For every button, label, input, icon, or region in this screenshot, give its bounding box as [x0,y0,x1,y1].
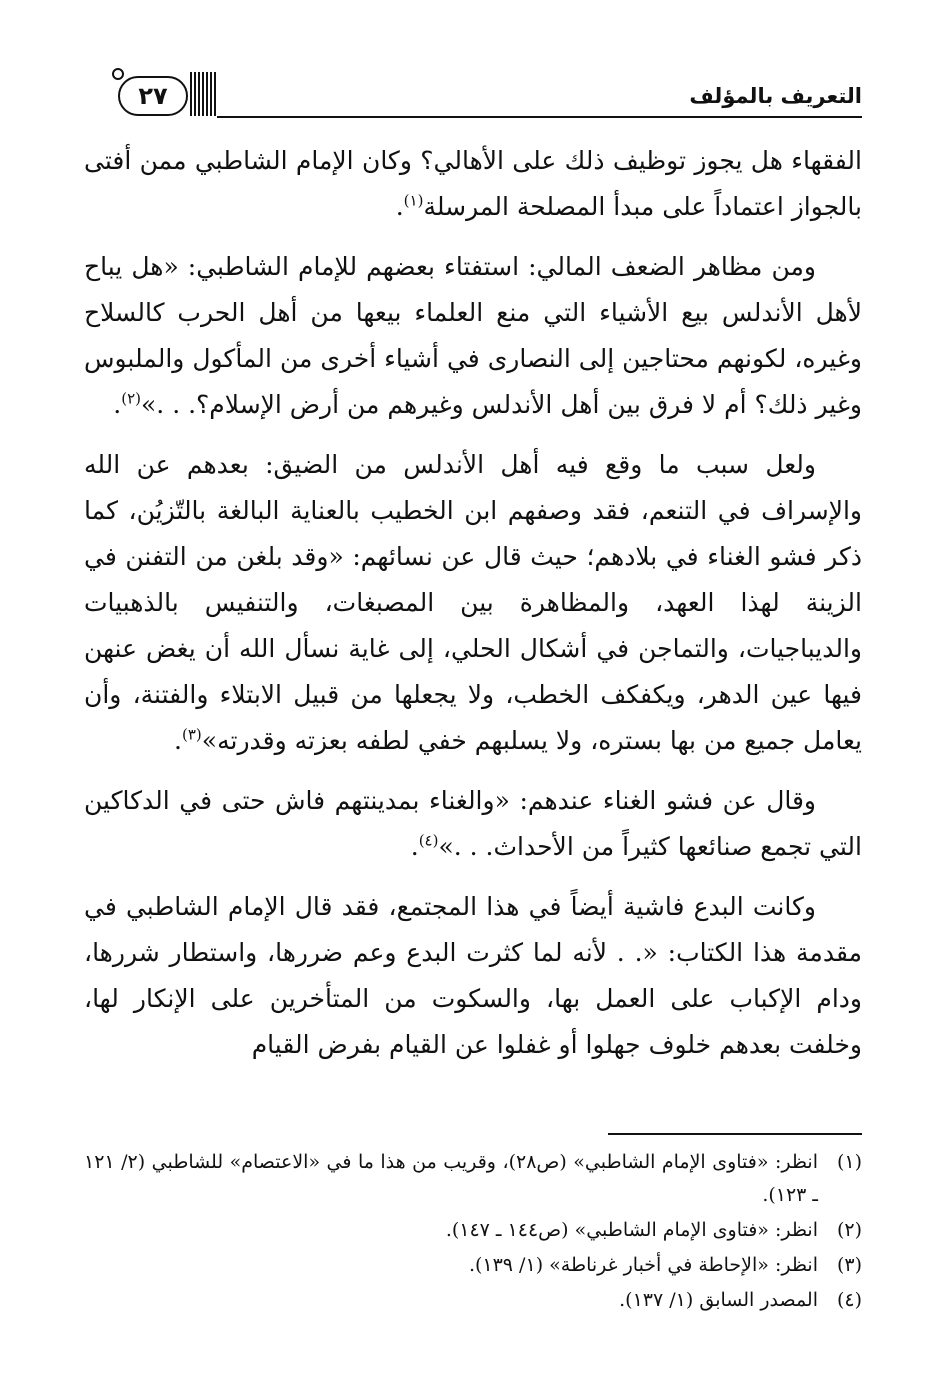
footnotes [84,1146,862,1319]
paragraph-tail: . [113,390,122,419]
paragraph [84,442,862,764]
footnote-marker: (٣) [182,725,202,744]
footnote-marker: (١) [403,191,424,210]
paragraph-text: ولعل سبب ما وقع فيه أهل الأندلس من الضيق: بعدهم عن الله والإسراف في التنعم، فقد وصفهم ابن الخطيب بالعناية البالغة بالتّزيُن، كما ذكر فشو الغناء في بلادهم؛ حيث قال عن نسائهم: «وقد بلغن من التفنن في الزينة لهذا العهد، والمظاهرة بين المصبغات، والتنفيس بالذهبيات والديباجيات، والتماجن في أشكال الحلي، إلى غاية نسأل الله أن يغض عنهن فيها عين الدهر، ويكفكف الخطب، ولا يجعلها من قبيل الابتلاء والفتنة، وأن يعامل جميع من بها بستره، ولا يسلبهم خفي لطفه بعزته وقدرته» [84,450,862,755]
running-header [112,62,862,118]
page-number: ٢٧ [118,76,188,116]
footnote-separator [608,1133,862,1135]
ornament-circle-icon [112,68,124,80]
footnote [84,1214,862,1247]
footnote [84,1284,862,1317]
footnote-number: (١) [836,1151,862,1173]
paragraph [84,884,862,1068]
paragraph-tail: . [395,192,404,221]
paragraph [84,138,862,230]
header-rule [217,116,862,118]
paragraph-text: الفقهاء هل يجوز توظيف ذلك على الأهالي؟ وكان الإمام الشاطبي ممن أفتى بالجواز اعتماداً على مبدأ المصلحة المرسلة [84,146,862,221]
ornament-bars-icon [190,72,216,116]
paragraph-tail: . [174,726,182,755]
footnote-text: انظر: «فتاوى الإمام الشاطبي» (ص٢٨)، وقريب من هذا ما في «الاعتصام» للشاطبي (٢/ ١٢١ ـ ١٢٣). [84,1151,818,1206]
paragraph-tail: . [410,832,419,861]
paragraph-text: وكانت البدع فاشية أيضاً في هذا المجتمع، فقد قال الإمام الشاطبي في مقدمة هذا الكتاب: «. . لأنه لما كثرت البدع وعم ضررها، واستطار شررها، ودام الإكباب على العمل بها، والسكوت من المتأخرين على الإنكار لها، وخلفت بعدهم خلوف جهلوا أو غفلوا عن القيام بفرض القيام [84,892,862,1059]
footnote-marker: (٤) [418,831,439,850]
chapter-title: التعريف بالمؤلف [689,84,862,108]
footnote-number: (٣) [836,1254,862,1276]
footnote-marker: (٢) [121,389,141,408]
footnote [84,1146,862,1212]
footnote [84,1249,862,1282]
footnote-number: (٢) [836,1219,862,1241]
paragraph [84,778,862,870]
footnote-text: انظر: «الإحاطة في أخبار غرناطة» (١/ ١٣٩). [468,1254,818,1276]
paragraph-text: وقال عن فشو الغناء عندهم: «والغناء بمدينتهم فاش حتى في الدكاكين التي تجمع صنائعها كثيراً من الأحداث. . .» [84,786,862,861]
footnote-text: انظر: «فتاوى الإمام الشاطبي» (ص١٤٤ ـ ١٤٧). [445,1219,818,1241]
paragraph [84,244,862,428]
body-text [84,138,862,1082]
footnote-text: المصدر السابق (١/ ١٣٧). [619,1289,818,1311]
footnote-number: (٤) [836,1289,862,1311]
paragraph-text: ومن مظاهر الضعف المالي: استفتاء بعضهم للإمام الشاطبي: «هل يباح لأهل الأندلس بيع الأشياء التي منع العلماء بيعها من أهل الحرب كالسلاح وغيره، لكونهم محتاجين إلى النصارى في أشياء أخرى من المأكول والملبوس وغير ذلك؟ أم لا فرق بين أهل الأندلس وغيرهم من أرض الإسلام؟. . .» [84,252,862,419]
